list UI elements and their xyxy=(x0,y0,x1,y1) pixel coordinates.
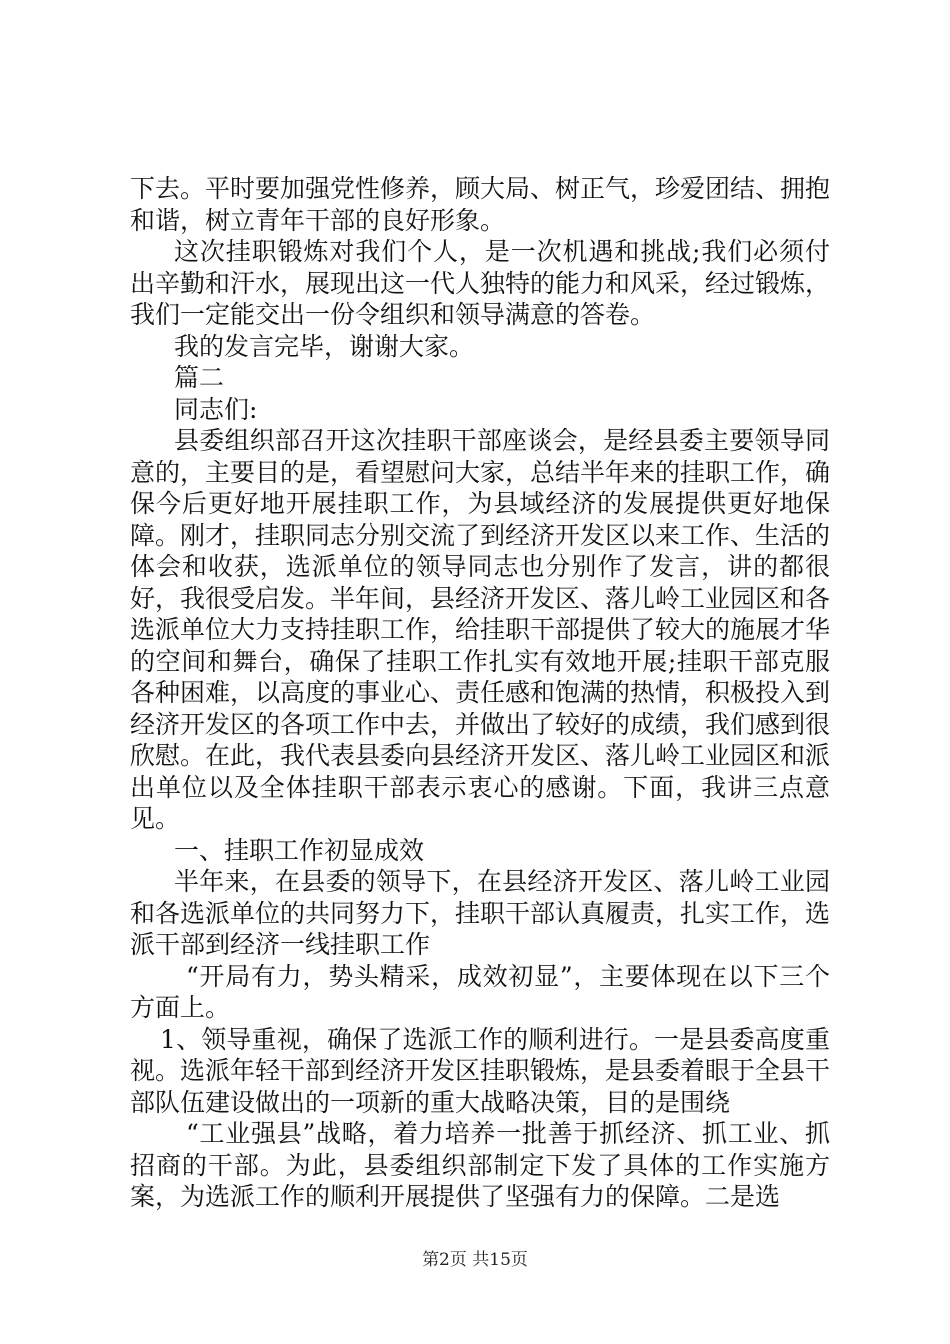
document-body xyxy=(130,173,830,1213)
section-heading-part-two: 篇二 xyxy=(174,363,225,392)
paragraph-challenge: 这次挂职锻炼对我们个人，是一次机遇和挑战;我们必须付出辛勤和汗水，展现出这一代人独特的能力和风采，经过锻炼，我们一定能交出一份令组织和领导满意的答卷。 xyxy=(130,237,831,329)
paragraph-leadership: 1、领导重视，确保了选派工作的顺利进行。一是县委高度重视。选派年轻干部到经济开发区挂职锻炼，是县委着眼于全县干部队伍建设做出的一项新的重大战略决策，目的是围绕 xyxy=(130,1024,831,1117)
paragraph-half-year: 半年来，在县委的领导下，在县经济开发区、落儿岭工业园和各选派单位的共同努力下，挂职干部认真履责，扎实工作，选派干部到经济一线挂职工作 xyxy=(130,867,831,959)
salutation: 同志们: xyxy=(174,394,258,424)
paragraph-closing: 我的发言完毕，谢谢大家。 xyxy=(174,331,475,361)
paragraph-continuation: 下去。平时要加强党性修养，顾大局、树正气，珍爱团结、拥抱和谐，树立青年干部的良好形象。 xyxy=(130,174,831,235)
paragraph-quote-results: “开局有力，势头精采，成效初显”，主要体现在以下三个方面上。 xyxy=(130,961,830,1022)
heading-point-one: 一、挂职工作初显成效 xyxy=(174,835,425,865)
page-number-footer: 第2页 共15页 xyxy=(422,1250,528,1270)
paragraph-meeting-intro: 县委组织部召开这次挂职干部座谈会，是经县委主要领导同意的，主要目的是，看望慰问大家，总结半年来的挂职工作，确保今后更好地开展挂职工作，为县域经济的发展提供更好地保障。刚才，挂职同志分别交流了到经济开发区以来工作、生活的体会和收获，选派单位的领导同志也分别作了发言，讲的都很好，我很受启发。半年间，县经济开发区、落儿岭工业园区和各选派单位大力支持挂职工作，给挂职干部提供了较大的施展才华的空间和舞台，确保了挂职工作扎实有效地开展;挂职干部克服各种困难，以高度的事业心、责任感和饱满的热情，积极投入到经济开发区的各项工作中去，并做出了较好的成绩，我们感到很欣慰。在此，我代表县委向县经济开发区、落儿岭工业园区和派出单位以及全体挂职干部表示衷心的感谢。下面，我讲三点意见。 xyxy=(130,426,831,833)
paragraph-strategy: “工业强县”战略，着力培养一批善于抓经济、抓工业、抓招商的干部。为此，县委组织部制定下发了具体的工作实施方案，为选派工作的顺利开展提供了坚强有力的保障。二是选 xyxy=(130,1119,830,1211)
